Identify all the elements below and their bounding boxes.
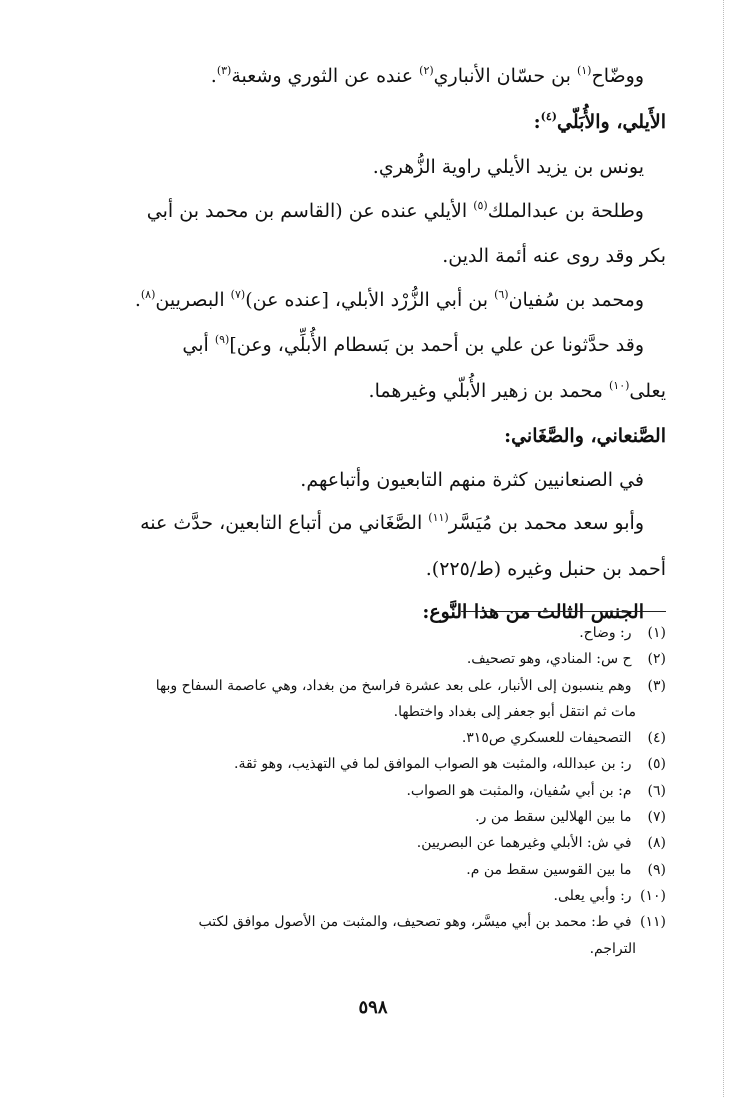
footnote-4 — [72, 725, 666, 751]
footnote-ref-9[interactable]: (٩) — [214, 333, 230, 346]
text-line-7: وقد حدَّثونا عن علي بن أحمد بن بَسطام الأُبلِّي، وعن]$^{(٩)}$ أبي — [182, 333, 644, 356]
footnote-11 — [72, 909, 666, 935]
footnote-text: التصحيفات للعسكري ص٣١٥. — [461, 730, 632, 747]
footnote-ref-3[interactable]: (٣) — [216, 64, 232, 77]
footnote-text: في ط: محمد بن أبي ميسَّر، وهو تصحيف، والمثبت من الأصول موافق لكتب — [198, 914, 632, 931]
footnote-2 — [72, 646, 666, 672]
footnote-ref-6[interactable]: (٦) — [494, 287, 509, 301]
footnotes — [72, 620, 666, 962]
footnote-number: (٣) — [647, 677, 666, 694]
main-text — [72, 55, 666, 635]
footnote-9 — [72, 857, 666, 883]
footnote-number: (٦) — [647, 782, 666, 799]
footnote-ref-8[interactable]: (٨) — [140, 287, 156, 301]
footnote-5 — [72, 751, 666, 777]
footnote-text: ر: وأبي يعلى. — [553, 887, 632, 904]
footnote-number: (٤) — [647, 730, 666, 747]
footnote-8 — [72, 830, 666, 856]
text-line-5: بكر وقد روى عنه أئمة الدين. — [442, 245, 666, 267]
text-line-10: في الصنعانيين كثرة منهم التابعيون وأتباعهم. — [300, 468, 644, 491]
footnote-text: ما بين القوسين سقط من م. — [466, 861, 632, 878]
text-line-8: يعلى$^{(١٠)}$ محمد بن زهير الأُبلّي وغيرهما. — [368, 378, 666, 402]
footnote-ref-11[interactable]: (١١) — [428, 511, 449, 524]
footnote-text: م: بن أبي سُفيان، والمثبت هو الصواب. — [406, 782, 632, 799]
footnote-ref-10[interactable]: (١٠) — [608, 378, 630, 392]
footnote-6 — [72, 778, 666, 804]
text-line-4: وطلحة بن عبدالملك$^{(٥)}$ الأيلي عنده عن (القاسم بن محمد بن أبي — [146, 198, 644, 222]
footnote-text: وهم ينسبون إلى الأنبار، على بعد عشرة فراسخ من بغداد، وهي عاصمة السفاح وبها — [155, 677, 632, 694]
page-edge-shadow — [723, 0, 724, 1097]
footnote-7 — [72, 804, 666, 830]
footnote-1 — [72, 620, 666, 646]
footnote-ref-1[interactable]: (١) — [576, 64, 592, 77]
footnote-number: (٩) — [647, 861, 666, 878]
footnote-3 — [72, 673, 666, 699]
footnote-10 — [72, 883, 666, 909]
footnote-number: (٧) — [647, 809, 666, 826]
footnote-text: ما بين الهلالين سقط من ر. — [475, 809, 632, 826]
footnote-ref-4[interactable]: (٤) — [540, 109, 558, 123]
footnote-text: ح س: المنادي، وهو تصحيف. — [466, 651, 632, 668]
footnote-ref-7[interactable]: (٧) — [230, 287, 246, 301]
footnote-number: (١) — [647, 625, 666, 641]
footnote-number: (١١) — [640, 914, 666, 931]
text-line-1: ووضّاح$^{(١)}$ بن حسّان الأنباري$^{(٢)}$ عنده عن الثوري وشعبة$^{(٣)}$. — [210, 64, 644, 87]
footnote-number: (٥) — [647, 756, 666, 773]
text-line-11: وأبو سعد محمد بن مُيَسَّر$^{(١١)}$ الصَّغَاني من أتباع التابعين، حدَّث عنه — [140, 511, 644, 534]
page-number: ٥٩٨ — [358, 997, 388, 1018]
footnote-3-continuation: مات ثم انتقل أبو جعفر إلى بغداد واختطها. — [393, 703, 636, 720]
text-line-12: أحمد بن حنبل وغيره (ط/٢٢٥). — [425, 557, 666, 580]
footnote-11-continuation: التراجم. — [589, 940, 636, 957]
text-line-6: ومحمد بن سُفيان$^{(٦)}$ بن أبي الزُّرْد الأبلي، [عنده عن)$^{(٧)}$ البصريين$^{(٨)}$. — [134, 287, 644, 311]
section-heading-sanani: الصَّنعاني، والصَّغَاني: — [504, 425, 666, 447]
section-heading-third-genre: الجنس الثالث من هذا النَّوع: — [422, 601, 644, 623]
text-line-3: يونس بن يزيد الأيلي راوية الزُّهري. — [372, 156, 644, 178]
footnote-text: ر: بن عبدالله، والمثبت هو الصواب الموافق لما في التهذيب، وهو ثقة. — [234, 756, 632, 773]
footnote-number: (٨) — [647, 835, 666, 852]
footnote-separator — [461, 611, 666, 612]
section-heading-aili: الأَيلي، والأُبَلّي$^{(٤)}$: — [533, 109, 666, 133]
footnote-ref-5[interactable]: (٥) — [473, 198, 488, 212]
footnote-text: ر: وضاح. — [579, 625, 632, 641]
footnote-number: (٢) — [647, 651, 666, 668]
footnote-text: في ش: الأبلي وغيرهما عن البصريين. — [416, 835, 632, 852]
footnote-number: (١٠) — [640, 887, 666, 904]
footnote-ref-2[interactable]: (٢) — [419, 64, 434, 77]
